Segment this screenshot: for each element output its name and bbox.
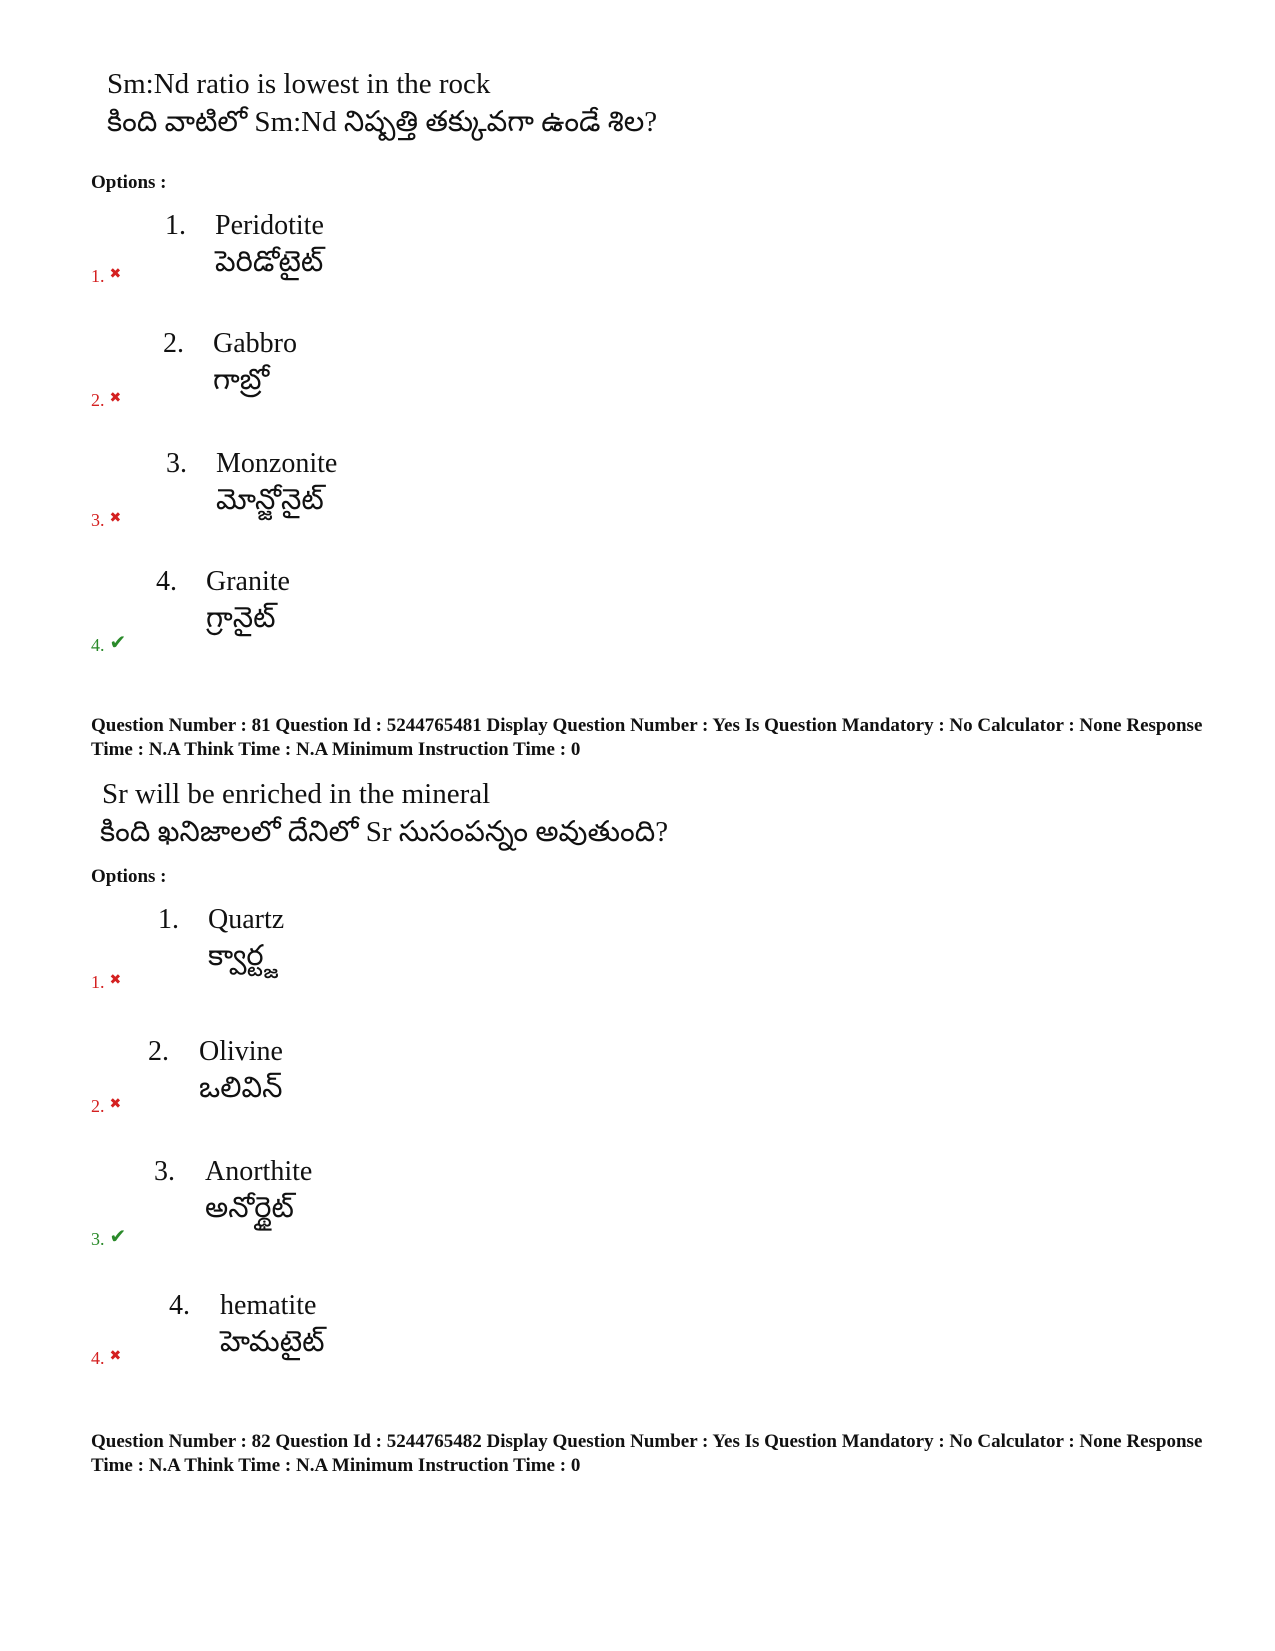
q81-option-1-en: Quartz [208, 904, 285, 935]
check-icon: ✔ [109, 632, 127, 654]
question-81-options-label: Options : [91, 866, 167, 887]
q81-option-3-mark: 3. ✔ [91, 1226, 127, 1249]
check-icon: ✔ [109, 1226, 127, 1248]
q81-option-2-mark: 2. ✖ [91, 1096, 122, 1116]
q80-option-1-en: Peridotite [215, 210, 324, 241]
q80-option-2-te: గాబ్రో [213, 364, 270, 396]
q80-option-3-te: మోన్జోనైట్ [216, 484, 324, 516]
q80-option-2-en: Gabbro [213, 328, 297, 359]
q80-option-1-te: పెరిడోటైట్ [215, 246, 324, 278]
q80-option-4-number: 4. [156, 566, 177, 597]
q81-option-2-en: Olivine [199, 1036, 283, 1067]
q81-option-3-te: అనోర్థైట్ [205, 1192, 294, 1224]
q81-option-4-te: హెమటైట్ [220, 1326, 325, 1358]
q81-option-1-te: క్వార్ట్జ [208, 940, 279, 972]
q80-option-3-number: 3. [166, 448, 187, 479]
q80-option-1-mark: 1. ✖ [91, 266, 122, 286]
q81-option-3-number: 3. [154, 1156, 175, 1187]
question-81-meta: Question Number : 81 Question Id : 5244765481 Display Question Number : Yes Is Question Mandatory : No Calculator : None Response Time : N.A Think Time : N.A Minimum Instruction Time : 0 [91, 715, 1203, 760]
cross-icon: ✖ [109, 1097, 122, 1112]
cross-icon: ✖ [109, 1349, 122, 1364]
q80-option-4-mark: 4. ✔ [91, 632, 127, 655]
q81-option-2-number: 2. [148, 1036, 169, 1067]
cross-icon: ✖ [109, 391, 122, 406]
q80-option-3-en: Monzonite [216, 448, 338, 479]
question-80-options-label: Options : [91, 172, 167, 193]
q81-option-2-te: ఒలివిన్ [199, 1072, 283, 1104]
q80-option-1-number: 1. [165, 210, 186, 241]
q81-option-4-number: 4. [169, 1290, 190, 1321]
q81-option-3-en: Anorthite [205, 1156, 313, 1187]
question-80-text-te: కింది వాటిలో Sm:Nd నిష్పత్తి తక్కువగా ఉండే శిల? [107, 106, 658, 138]
question-81-text-en: Sr will be enriched in the mineral [102, 778, 491, 810]
cross-icon: ✖ [109, 267, 122, 282]
q80-option-2-number: 2. [163, 328, 184, 359]
q80-option-2-mark: 2. ✖ [91, 390, 122, 410]
q81-option-4-en: hematite [220, 1290, 317, 1321]
q81-option-1-mark: 1. ✖ [91, 972, 122, 992]
q80-option-4-en: Granite [206, 566, 290, 597]
q80-option-3-mark: 3. ✖ [91, 510, 122, 530]
question-80-text-en: Sm:Nd ratio is lowest in the rock [107, 68, 491, 100]
q81-option-4-mark: 4. ✖ [91, 1348, 122, 1368]
q80-option-4-te: గ్రానైట్ [206, 602, 276, 634]
question-81-text-te: కింది ఖనిజాలలో దేనిలో Sr సుసంపన్నం అవుతుంది? [100, 816, 669, 848]
cross-icon: ✖ [109, 973, 122, 988]
q81-option-1-number: 1. [158, 904, 179, 935]
cross-icon: ✖ [109, 511, 122, 526]
question-82-meta: Question Number : 82 Question Id : 5244765482 Display Question Number : Yes Is Question Mandatory : No Calculator : None Response Time : N.A Think Time : N.A Minimum Instruction Time : 0 [91, 1431, 1203, 1476]
